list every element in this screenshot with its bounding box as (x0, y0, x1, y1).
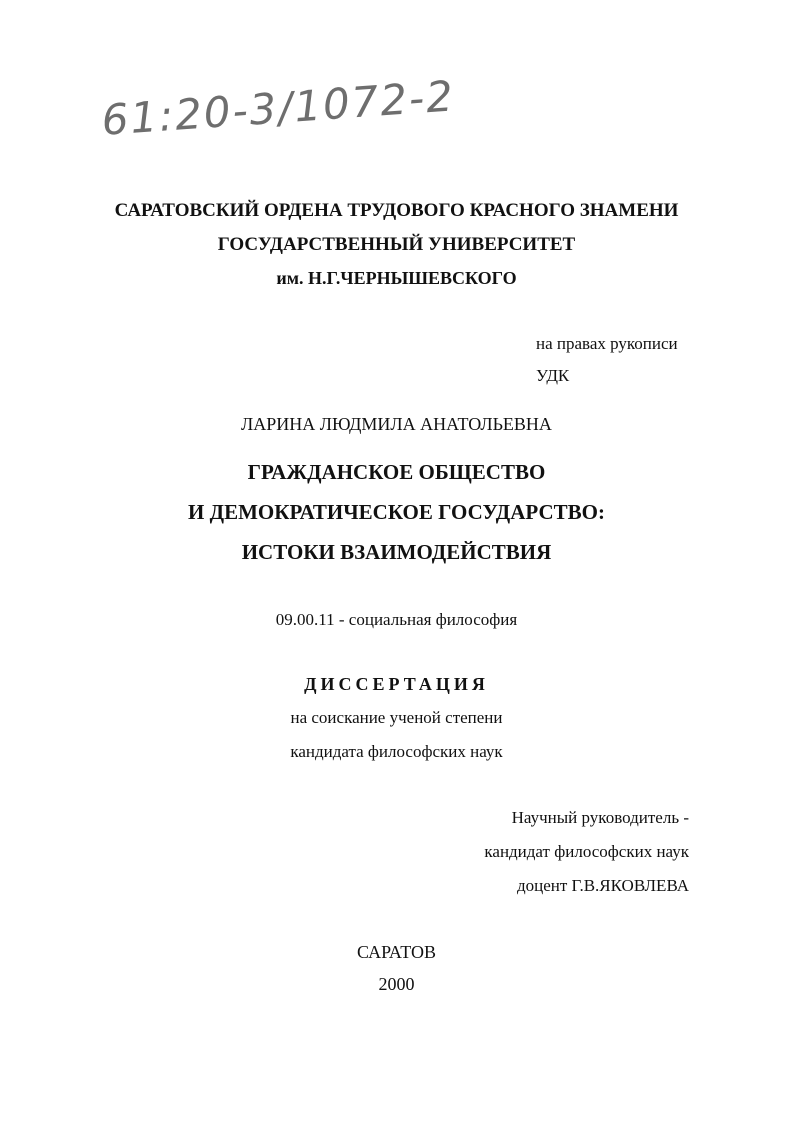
handwritten-archive-mark: 61:20-3/1072-2 (100, 71, 457, 145)
supervisor-line-2: кандидат философских наук (484, 842, 689, 861)
specialty: 09.00.11 - социальная философия (275, 610, 518, 629)
author-name: ЛАРИНА ЛЮДМИЛА АНАТОЛЬЕВНА (241, 414, 552, 434)
organization-line-1: САРАТОВСКИЙ ОРДЕНА ТРУДОВОГО КРАСНОГО ЗНАМЕНИ (114, 200, 679, 221)
organization-line-2: ГОСУДАРСТВЕННЫЙ УНИВЕРСИТЕТ (217, 234, 576, 255)
degree-line-2: кандидата философских наук (290, 742, 503, 761)
title-line-2: И ДЕМОКРАТИЧЕСКОЕ ГОСУДАРСТВО: (188, 500, 605, 524)
manuscript-note: на правах рукописи (536, 334, 678, 353)
supervisor-line-3: доцент Г.В.ЯКОВЛЕВА (516, 876, 689, 895)
title-line-1: ГРАЖДАНСКОЕ ОБЩЕСТВО (247, 460, 546, 484)
degree-line-1: на соискание ученой степени (290, 708, 503, 727)
organization-line-3: им. Н.Г.ЧЕРНЫШЕВСКОГО (276, 268, 517, 288)
city: САРАТОВ (357, 942, 436, 962)
title-line-3: ИСТОКИ ВЗАИМОДЕЙСТВИЯ (241, 540, 552, 564)
work-type: ДИССЕРТАЦИЯ (304, 674, 489, 694)
year: 2000 (378, 974, 415, 994)
udk-label: УДК (536, 366, 570, 385)
supervisor-line-1: Научный руководитель - (511, 808, 689, 827)
